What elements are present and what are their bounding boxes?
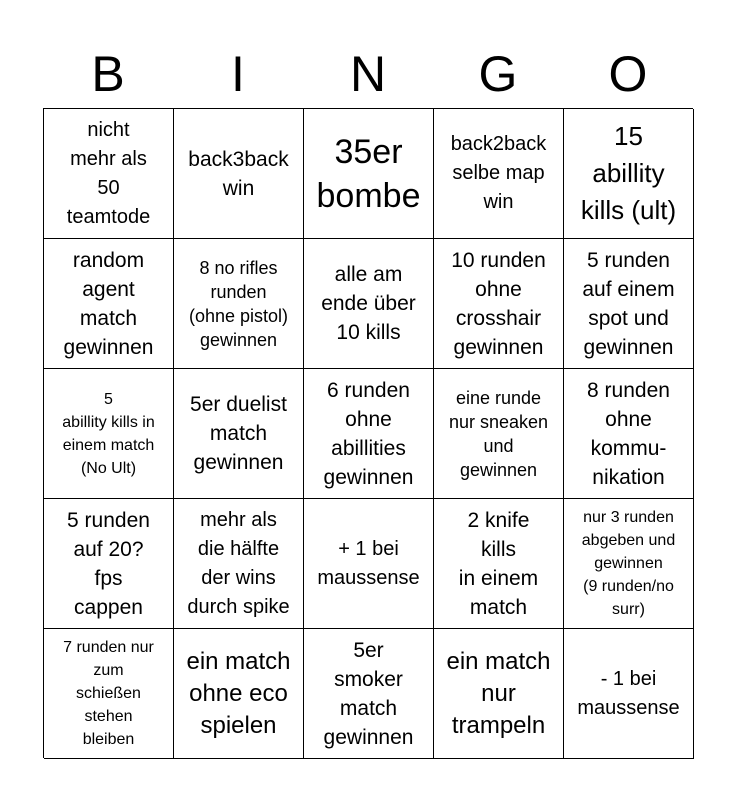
cell-text: back2back selbe map win bbox=[450, 133, 547, 213]
cell-text: 8 runden ohne kommu- nikation bbox=[587, 378, 670, 489]
header-letter-i: I bbox=[231, 46, 245, 102]
bingo-cell-r5c5[interactable] bbox=[564, 629, 694, 759]
header-letter-n: N bbox=[349, 46, 387, 102]
cell-text: 5 runden auf einem spot und gewinnen bbox=[582, 248, 675, 359]
header-letter-o: O bbox=[608, 46, 648, 102]
bingo-cell-r3c5[interactable] bbox=[564, 369, 694, 499]
bingo-cell-r4c5[interactable] bbox=[564, 499, 694, 629]
cell-text: 5er duelist match gewinnen bbox=[190, 393, 287, 474]
bingo-cell-r2c2[interactable] bbox=[174, 239, 304, 369]
cell-text: back3back win bbox=[188, 147, 289, 200]
cell-text: 10 runden ohne crosshair gewinnen bbox=[451, 248, 546, 359]
bingo-cell-r3c1[interactable] bbox=[44, 369, 174, 499]
bingo-grid bbox=[43, 108, 693, 758]
cell-text: 2 knife kills in einem match bbox=[458, 508, 539, 619]
cell-text: + 1 bei maussense bbox=[317, 537, 420, 589]
cell-text: ein match ohne eco spielen bbox=[186, 647, 291, 739]
cell-text: alle am ende über 10 kills bbox=[321, 263, 416, 344]
bingo-cell-r1c5[interactable] bbox=[564, 109, 694, 239]
cell-text: 35er bombe bbox=[316, 132, 421, 215]
bingo-cell-r2c4[interactable] bbox=[434, 239, 564, 369]
bingo-cell-r5c3[interactable] bbox=[304, 629, 434, 759]
cell-text: ein match nur trampeln bbox=[446, 647, 551, 739]
bingo-cell-r1c3[interactable] bbox=[304, 109, 434, 239]
bingo-cell-r2c1[interactable] bbox=[44, 239, 174, 369]
bingo-cell-r4c4[interactable] bbox=[434, 499, 564, 629]
cell-text: - 1 bei maussense bbox=[577, 667, 680, 719]
cell-text: nur 3 runden abgeben und gewinnen (9 runden/no surr) bbox=[581, 509, 676, 618]
bingo-cell-r4c2[interactable] bbox=[174, 499, 304, 629]
cell-text: mehr als die hälfte der wins durch spike bbox=[187, 508, 290, 618]
cell-text: random agent match gewinnen bbox=[63, 248, 154, 359]
bingo-cell-r3c2[interactable] bbox=[174, 369, 304, 499]
header-letter-g: G bbox=[478, 46, 518, 102]
cell-text: 8 no rifles runden (ohne pistol) gewinnen bbox=[188, 257, 289, 350]
bingo-cell-r3c4[interactable] bbox=[434, 369, 564, 499]
cell-text: 7 runden nur zum schießen stehen bleiben bbox=[63, 639, 154, 748]
bingo-cell-r3c3[interactable] bbox=[304, 369, 434, 499]
cell-text: nicht mehr als 50 teamtode bbox=[66, 118, 151, 228]
bingo-cell-r4c3[interactable] bbox=[304, 499, 434, 629]
bingo-cell-r1c2[interactable] bbox=[174, 109, 304, 239]
header-letter-b: B bbox=[91, 46, 125, 102]
cell-text: 6 runden ohne abillities gewinnen bbox=[323, 378, 414, 489]
cell-text: 5er smoker match gewinnen bbox=[323, 638, 414, 749]
bingo-cell-r2c5[interactable] bbox=[564, 239, 694, 369]
bingo-cell-r2c3[interactable] bbox=[304, 239, 434, 369]
bingo-cell-r4c1[interactable] bbox=[44, 499, 174, 629]
bingo-cell-r5c1[interactable] bbox=[44, 629, 174, 759]
cell-text: 5 abillity kills in einem match (No Ult) bbox=[62, 390, 155, 477]
bingo-header bbox=[43, 40, 693, 108]
cell-text: 15 abillity kills (ult) bbox=[580, 121, 677, 225]
bingo-cell-r1c1[interactable] bbox=[44, 109, 174, 239]
bingo-cell-r5c2[interactable] bbox=[174, 629, 304, 759]
cell-text: 5 runden auf 20? fps cappen bbox=[67, 508, 150, 619]
cell-text: eine runde nur sneaken und gewinnen bbox=[448, 387, 549, 480]
bingo-cell-r1c4[interactable] bbox=[434, 109, 564, 239]
bingo-cell-r5c4[interactable] bbox=[434, 629, 564, 759]
